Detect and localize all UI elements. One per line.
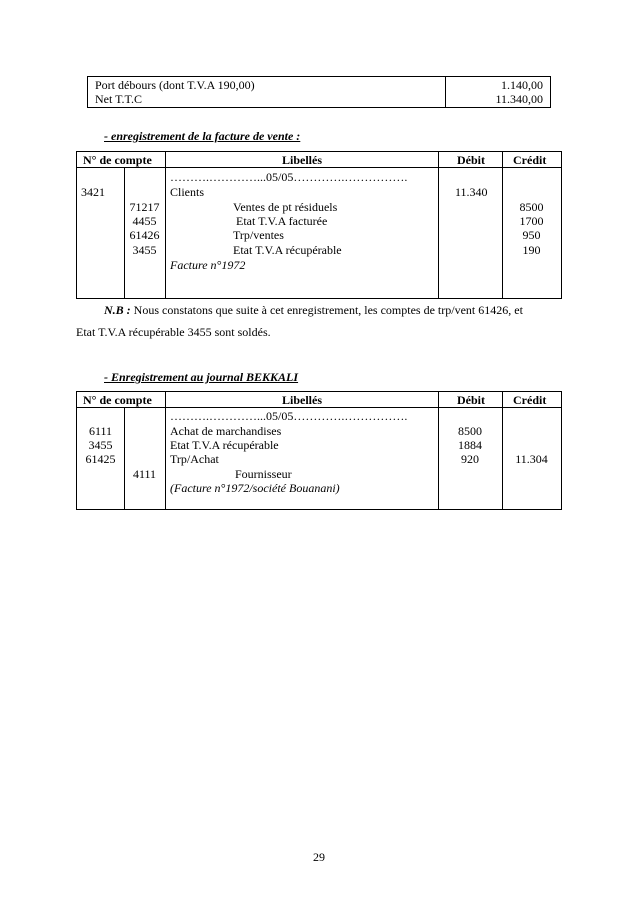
date-line: ……….…………...05/05………….…………….	[170, 170, 408, 184]
section2-heading: - Enregistrement au journal BEKKALI	[104, 370, 299, 384]
section1-heading: - enregistrement de la facture de vente :	[104, 129, 301, 143]
debit-account: 3455	[88, 438, 113, 452]
header-debit: Débit	[457, 393, 485, 407]
summary-label-net: Net T.T.C	[95, 92, 142, 106]
summary-label-port: Port débours (dont T.V.A 190,00)	[95, 78, 255, 92]
date-line: ……….…………...05/05………….…………….	[170, 409, 408, 423]
credit-value: 950	[522, 228, 541, 242]
credit-value: 190	[522, 243, 541, 257]
col-line-libelles	[165, 152, 166, 298]
debit-account: 6111	[88, 424, 113, 438]
header-libelles: Libellés	[282, 393, 323, 407]
page-number: 29	[313, 850, 325, 864]
libelle-line: Trp/ventes	[233, 228, 284, 242]
debit-account: 3421	[81, 185, 105, 199]
summary-value-port: 1.140,00	[501, 78, 543, 92]
libelle-line: Trp/Achat	[170, 452, 219, 466]
debit-value: 1884	[458, 438, 482, 452]
col-line-libelles	[165, 392, 166, 509]
credit-value: 1700	[519, 214, 544, 228]
libelle-line: Etat T.V.A récupérable	[170, 438, 279, 452]
debit-account: 61425	[85, 452, 116, 466]
credit-account: 4111	[132, 467, 157, 481]
header-debit: Débit	[457, 153, 485, 167]
debit-value: 920	[461, 452, 479, 466]
header-account: N° de compte	[83, 393, 152, 407]
libelle-line: Fournisseur	[235, 467, 292, 481]
libelle-line: Ventes de pt résiduels	[233, 200, 338, 214]
summary-box	[87, 76, 551, 108]
header-rule	[77, 167, 561, 168]
col-line-debit	[438, 152, 439, 298]
header-libelles: Libellés	[282, 153, 323, 167]
invoice-reference: (Facture n°1972/société Bouanani)	[170, 481, 340, 495]
libelle-clients: Clients	[170, 185, 205, 199]
invoice-reference: Facture n°1972	[170, 258, 246, 272]
debit-value: 8500	[458, 424, 482, 438]
sales-journal-table	[76, 151, 562, 299]
header-credit: Crédit	[513, 393, 547, 407]
header-rule	[77, 407, 561, 408]
header-account: N° de compte	[83, 153, 152, 167]
note-line-2: Etat T.V.A récupérable 3455 sont soldés.	[76, 325, 271, 339]
credit-value: 8500	[519, 200, 544, 214]
credit-value: 11.304	[515, 452, 548, 466]
note-text: Nous constatons que suite à cet enregistrement, les comptes de trp/vent 61426, et	[133, 303, 523, 317]
libelle-line: Achat de marchandises	[170, 424, 282, 438]
credit-account: 4455	[132, 214, 157, 228]
credit-account: 71217	[129, 200, 160, 214]
libelle-line: Etat T.V.A facturée	[236, 214, 328, 228]
summary-value-net: 11.340,00	[495, 92, 543, 106]
credit-account: 61426	[129, 228, 160, 242]
account-split-line	[124, 408, 125, 509]
note-line-1	[104, 303, 523, 318]
credit-account: 3455	[132, 243, 157, 257]
debit-value: 11.340	[455, 185, 488, 199]
bekkali-journal-table	[76, 391, 562, 510]
summary-divider	[445, 77, 446, 107]
col-line-credit	[502, 392, 503, 509]
note-label: N.B :	[104, 303, 131, 317]
header-credit: Crédit	[513, 153, 547, 167]
libelle-line: Etat T.V.A récupérable	[233, 243, 342, 257]
